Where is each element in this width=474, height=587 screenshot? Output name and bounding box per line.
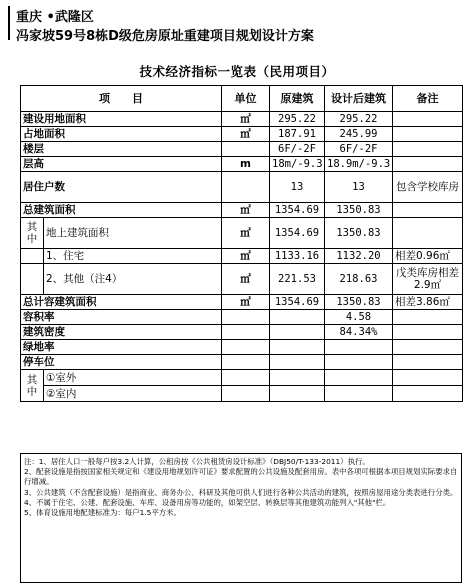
subgroup-label: 其中 bbox=[21, 218, 44, 249]
row-remark bbox=[393, 355, 463, 370]
row-designed: 84.34% bbox=[325, 325, 393, 340]
blank-cell bbox=[270, 370, 325, 386]
row-label: 2、其他（注4） bbox=[44, 264, 222, 295]
note-item: 3、公共建筑（不含配套设施）是指商业、商务办公、科研及其他可供人们进行各种公共活动的建筑，按照房屋用途分类表进行分类。 bbox=[24, 487, 458, 497]
row-original bbox=[270, 355, 325, 370]
row-unit: ㎡ bbox=[222, 127, 270, 142]
row-designed: 218.63 bbox=[325, 264, 393, 295]
row-original: 1354.69 bbox=[270, 218, 325, 249]
row-original: 18m/-9.3 bbox=[270, 157, 325, 172]
table-row bbox=[21, 249, 463, 264]
row-label: 建筑密度 bbox=[21, 325, 222, 340]
blank-cell bbox=[393, 386, 463, 402]
table-row bbox=[21, 370, 463, 386]
project-title: 冯家坡59号8栋D级危房原址重建项目规划设计方案 bbox=[16, 29, 314, 44]
table-row bbox=[21, 295, 463, 310]
row-remark: 相差0.96㎡ bbox=[393, 249, 463, 264]
table-row bbox=[21, 340, 463, 355]
row-unit bbox=[222, 325, 270, 340]
row-designed: 4.58 bbox=[325, 310, 393, 325]
row-remark bbox=[393, 157, 463, 172]
table-row bbox=[21, 325, 463, 340]
row-label: 建设用地面积 bbox=[21, 112, 222, 127]
row-designed: 18.9m/-9.3 bbox=[325, 157, 393, 172]
row-original: 221.53 bbox=[270, 264, 325, 295]
row-designed: 1350.83 bbox=[325, 295, 393, 310]
note-item: 注：1、居住人口一般每户按3.2人计算，公租房按《公共租赁房设计标准》（DBJ50/T-133-2011）执行。 bbox=[24, 457, 370, 466]
table-row bbox=[21, 172, 463, 203]
row-remark bbox=[393, 340, 463, 355]
table-row bbox=[21, 157, 463, 172]
col-header-remarks: 备注 bbox=[393, 86, 463, 112]
col-header-unit: 单位 bbox=[222, 86, 270, 112]
table-row bbox=[21, 112, 463, 127]
row-unit: ㎡ bbox=[222, 249, 270, 264]
table-row bbox=[21, 218, 463, 249]
table-row bbox=[21, 203, 463, 218]
row-original bbox=[270, 310, 325, 325]
row-unit bbox=[222, 142, 270, 157]
row-remark bbox=[393, 127, 463, 142]
row-designed: 1132.20 bbox=[325, 249, 393, 264]
table-row bbox=[21, 127, 463, 142]
row-label: 1、住宅 bbox=[44, 249, 222, 264]
table-row bbox=[21, 142, 463, 157]
row-unit bbox=[222, 310, 270, 325]
row-unit: ㎡ bbox=[222, 295, 270, 310]
row-designed: 6F/-2F bbox=[325, 142, 393, 157]
row-label: 绿地率 bbox=[21, 340, 222, 355]
header-accent-bar bbox=[8, 6, 10, 40]
row-original: 1133.16 bbox=[270, 249, 325, 264]
row-label: 层高 bbox=[21, 157, 222, 172]
row-unit bbox=[222, 355, 270, 370]
note-item: 4、不属于住宅、公建、配套设施、车库、设备用房等功能的，如架空层、转换层等其他建筑功能列入"其他"栏。 bbox=[24, 497, 391, 507]
blank-cell bbox=[325, 386, 393, 402]
row-unit: ㎡ bbox=[222, 218, 270, 249]
row-designed: 295.22 bbox=[325, 112, 393, 127]
row-original: 1354.69 bbox=[270, 203, 325, 218]
row-remark: 戊类库房相差2.9㎡ bbox=[393, 264, 463, 295]
blank-cell bbox=[325, 370, 393, 386]
table-row bbox=[21, 355, 463, 370]
location-title: 重庆 •武隆区 bbox=[16, 10, 94, 25]
row-label: 总建筑面积 bbox=[21, 203, 222, 218]
row-designed bbox=[325, 355, 393, 370]
row-remark bbox=[393, 203, 463, 218]
blank-cell bbox=[270, 386, 325, 402]
row-remark bbox=[393, 218, 463, 249]
row-designed: 13 bbox=[325, 172, 393, 203]
row-label: 停车位 bbox=[21, 355, 222, 370]
row-unit: ㎡ bbox=[222, 203, 270, 218]
row-unit: ㎡ bbox=[222, 264, 270, 295]
row-designed: 1350.83 bbox=[325, 218, 393, 249]
blank-cell bbox=[222, 370, 270, 386]
subgroup-label: 其中 bbox=[21, 370, 44, 402]
blank-cell bbox=[393, 370, 463, 386]
row-label: 居住户数 bbox=[21, 172, 222, 203]
row-original bbox=[270, 340, 325, 355]
row-remark bbox=[393, 310, 463, 325]
col-header-original: 原建筑 bbox=[270, 86, 325, 112]
row-designed: 245.99 bbox=[325, 127, 393, 142]
blank-cell bbox=[21, 249, 44, 264]
row-unit bbox=[222, 172, 270, 203]
row-label: ①室外 bbox=[44, 370, 222, 386]
note-item: 5、体育设施用地配建标准为：每户1.5平方米。 bbox=[24, 508, 181, 518]
row-label: 地上建筑面积 bbox=[44, 218, 222, 249]
table-title: 技术经济指标一览表（民用项目） bbox=[139, 64, 335, 79]
row-original bbox=[270, 325, 325, 340]
row-remark bbox=[393, 142, 463, 157]
indicator-table bbox=[20, 85, 463, 402]
row-designed: 1350.83 bbox=[325, 203, 393, 218]
table-header-row bbox=[21, 86, 463, 112]
row-original: 295.22 bbox=[270, 112, 325, 127]
row-label: 总计容建筑面积 bbox=[21, 295, 222, 310]
table-row bbox=[21, 264, 463, 295]
table-row bbox=[21, 386, 463, 402]
row-original: 13 bbox=[270, 172, 325, 203]
blank-cell bbox=[222, 386, 270, 402]
row-designed bbox=[325, 340, 393, 355]
row-original: 6F/-2F bbox=[270, 142, 325, 157]
col-header-designed: 设计后建筑 bbox=[325, 86, 393, 112]
row-unit bbox=[222, 340, 270, 355]
row-original: 187.91 bbox=[270, 127, 325, 142]
row-remark: 包含学校库房 bbox=[393, 172, 463, 203]
row-label: 占地面积 bbox=[21, 127, 222, 142]
row-remark bbox=[393, 325, 463, 340]
row-label: 楼层 bbox=[21, 142, 222, 157]
row-original: 1354.69 bbox=[270, 295, 325, 310]
row-remark: 相差3.86㎡ bbox=[393, 295, 463, 310]
row-label: ②室内 bbox=[44, 386, 222, 402]
note-item: 2、配套设施是指按国家相关规定和《建设用地规划许可证》要求配置的公共设施及配套用房。表中各项可根据本项目规划实际要求自行增减。 bbox=[24, 467, 458, 487]
row-unit: m bbox=[222, 157, 270, 172]
blank-cell bbox=[21, 264, 44, 295]
col-header-item: 项 目 bbox=[21, 86, 222, 112]
table-row bbox=[21, 310, 463, 325]
row-label: 容积率 bbox=[21, 310, 222, 325]
row-remark bbox=[393, 112, 463, 127]
notes-box bbox=[20, 453, 462, 583]
row-unit: ㎡ bbox=[222, 112, 270, 127]
